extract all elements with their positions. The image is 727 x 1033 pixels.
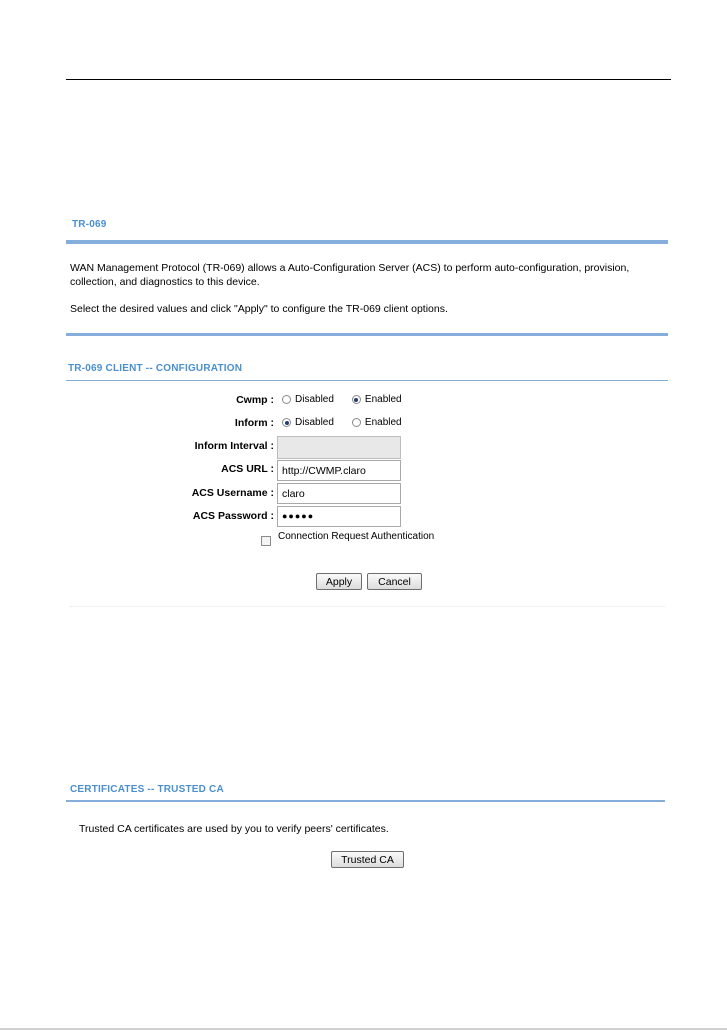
client-config-title: TR-069 CLIENT -- CONFIGURATION (68, 363, 243, 374)
tr069-bottom-bar (66, 333, 668, 336)
tr069-title-bar (66, 240, 668, 244)
config-divider (69, 606, 665, 607)
inform-radio-group (282, 417, 420, 428)
connection-request-auth-checkbox[interactable] (261, 536, 271, 546)
client-config-title-bar (66, 380, 668, 381)
inform-enabled-label: Enabled (364, 417, 402, 428)
cwmp-radio-group (282, 394, 420, 405)
acs-password-input[interactable]: ●●●●● (277, 506, 401, 527)
tr069-description-line1: WAN Management Protocol (TR-069) allows a Auto-Configuration Server (ACS) to perform auto-configuration, provision, (70, 262, 630, 274)
header-rule (66, 79, 671, 80)
cwmp-label: Cwmp : (236, 394, 274, 406)
acs-username-input[interactable] (277, 483, 401, 504)
inform-disabled-radio[interactable] (282, 418, 291, 427)
cwmp-enabled-label: Enabled (364, 394, 402, 405)
cwmp-disabled-label: Disabled (295, 394, 334, 405)
inform-disabled-label: Disabled (295, 417, 334, 428)
inform-interval-input[interactable] (277, 436, 401, 459)
cancel-button[interactable]: Cancel (367, 573, 422, 590)
acs-username-label: ACS Username : (191, 487, 274, 499)
tr069-instruction: Select the desired values and click "Apply" to configure the TR-069 client options. (70, 303, 448, 315)
acs-url-input[interactable] (277, 460, 401, 481)
acs-url-label: ACS URL : (221, 463, 274, 475)
connection-request-auth-label: Connection Request Authentication (278, 531, 435, 542)
cwmp-enabled-radio[interactable] (352, 395, 361, 404)
inform-interval-label: Inform Interval : (194, 440, 274, 452)
trusted-ca-button[interactable]: Trusted CA (331, 851, 404, 868)
apply-button[interactable]: Apply (316, 573, 362, 590)
certificates-description: Trusted CA certificates are used by you to verify peers' certificates. (79, 823, 389, 835)
inform-label: Inform : (234, 417, 274, 429)
acs-password-label: ACS Password : (192, 510, 274, 522)
tr069-description-line2: collection, and diagnostics to this device. (70, 276, 260, 288)
cwmp-disabled-radio[interactable] (282, 395, 291, 404)
footer-rule (0, 1028, 727, 1030)
certificates-title-bar (66, 800, 665, 802)
inform-enabled-radio[interactable] (352, 418, 361, 427)
tr069-title: TR-069 (72, 219, 107, 230)
certificates-title: CERTIFICATES -- TRUSTED CA (70, 784, 224, 795)
